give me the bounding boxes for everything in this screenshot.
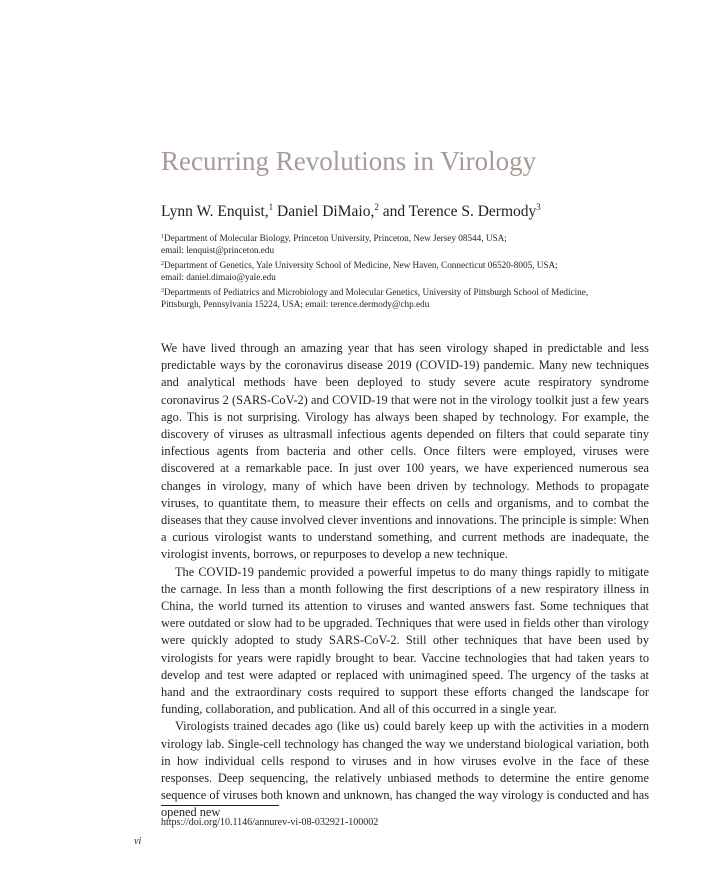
body-paragraph: The COVID-19 pandemic provided a powerful impetus to do many things rapidly to mitigate the carnage. In less than a month following the first descriptions of a new respiratory illness in China, the world turned its attention to viruses and wanted answers fast. Some techniques that were outdated or slow had to be upgraded. Techniques that were used in fields other than virology were quickly adopted to study SARS-CoV-2. Still other techniques that have been used by virologists for years were rapidly brought to bear. Vaccine technologies that had taken years to develop and test were adapted or replaced with unimagined speed. The urgency of the tasks at hand and the extraordinary costs required to support these efforts changed the landscape for funding, collaboration, and publication. And all of this occurred in a single year. [161, 564, 649, 717]
body-paragraph: Virologists trained decades ago (like us) could barely keep up with the activities in a modern virology lab. Single-cell technology has changed the way we understand biological variation, both in how individual cells respond to viruses and in how viruses evolve in the face of these responses. Deep sequencing, the relatively unbiased methods to determine the entire genome sequence of viruses both known and unknown, has changed the way virology is conducted and has opened new [161, 719, 649, 820]
article-body [161, 340, 649, 822]
article-title: Recurring Revolutions in Virology [161, 146, 537, 176]
author-name: and Terence S. Dermody [382, 203, 537, 220]
affiliation-number: 2 [161, 261, 164, 267]
doi-link[interactable]: https://doi.org/10.1146/annurev-vi-08-032921-100002 [161, 817, 379, 828]
affiliation-1 [161, 232, 641, 257]
affiliation-number: 3 [161, 288, 164, 294]
affiliation-address: Departments of Pediatrics and Microbiology and Molecular Genetics, University of Pittsburgh School of Medicine, [164, 287, 589, 297]
author-affiliation-marker: 1 [268, 202, 274, 212]
footnote-divider [161, 805, 279, 806]
body-paragraph: We have lived through an amazing year that has seen virology shaped in predictable and less predictable ways by the coronavirus disease 2019 (COVID-19) pandemic. Many new techniques and analytical methods have been deployed to study severe acute respiratory syndrome coronavirus 2 (SARS-CoV-2) and COVID-19 that were not in the virology toolkit just a few years ago. This is not surprising. Virology has always been shaped by technology. For example, the discovery of viruses as ultrasmall infectious agents depended on filters that could separate tiny infectious agents from bacteria and other cells. Once filters were employed, viruses were discovered at a remarkable pace. In just over 100 years, we have experienced numerous sea changes in virology, many of which have been driven by technology. Methods to propagate viruses, to quantitate them, to measure their effects on cells and organisms, and to combat the diseases that they cause involved clever inventions and innovations. The principle is simple: When a curious virologist wants to understand something, and current methods are inadequate, the virologist invents, borrows, or repurposes to develop a new technique. [161, 341, 649, 562]
page-number: vi [134, 836, 142, 847]
affiliation-email: email: daniel.dimaio@yale.edu [161, 272, 276, 283]
author-line [161, 203, 541, 221]
affiliation-address: Pittsburgh, Pennsylvania 15224, USA; email: terence.dermody@chp.edu [161, 299, 430, 310]
author-affiliation-marker: 3 [536, 202, 541, 212]
affiliation-2 [161, 259, 641, 284]
author-name: Lynn W. Enquist, [161, 203, 269, 220]
affiliation-number: 1 [161, 234, 164, 240]
affiliation-address: Department of Genetics, Yale University School of Medicine, New Haven, Connecticut 06520-8005, USA; [164, 260, 558, 270]
author-affiliation-marker: 2 [374, 202, 379, 212]
affiliation-address: Department of Molecular Biology, Princeton University, Princeton, New Jersey 08544, USA; [164, 233, 507, 243]
affiliation-email: email: lenquist@princeton.edu [161, 245, 275, 256]
affiliation-3 [161, 286, 641, 311]
author-name: Daniel DiMaio, [277, 203, 375, 220]
